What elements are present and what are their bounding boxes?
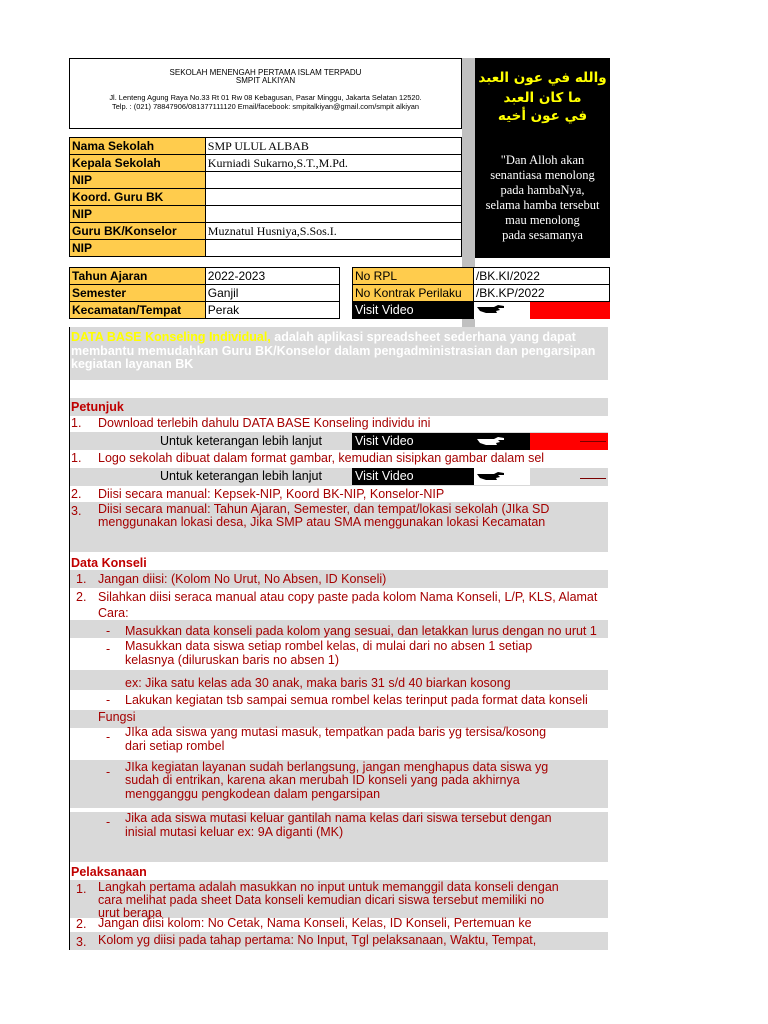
- field-value[interactable]: Ganjil: [205, 285, 339, 302]
- field-value[interactable]: Muznatul Husniya,S.Sos.I.: [205, 223, 461, 240]
- list-item: JIka kegiatan layanan sudah berlangsung, jangan menghapus data siswa yg: [125, 760, 549, 774]
- list-number: 2.: [76, 590, 87, 604]
- field-label: Kepala Sekolah: [70, 155, 206, 172]
- field-value[interactable]: [205, 189, 461, 206]
- table-row: [70, 189, 462, 206]
- list-item: Langkah pertama adalah masukkan no input untuk memanggil data konseli dengan: [98, 880, 559, 894]
- list-number: 1.: [71, 416, 82, 430]
- academic-info-table: [69, 267, 340, 319]
- letterhead-line1: SEKOLAH MENENGAH PERTAMA ISLAM TERPADU: [169, 68, 362, 77]
- field-value[interactable]: [205, 240, 461, 257]
- visit-video-button[interactable]: Visit Video: [352, 302, 474, 319]
- school-info-table: [69, 137, 462, 257]
- arabic-line2: ما كان العبد: [503, 90, 582, 106]
- quote-line: mau menolong: [505, 213, 580, 227]
- dash-bullet: -: [106, 765, 111, 779]
- list-item: Diisi secara manual: Kepsek-NIP, Koord BK-NIP, Konselor-NIP: [98, 487, 445, 501]
- field-value[interactable]: [205, 206, 461, 223]
- table-row: [70, 285, 340, 302]
- list-item-cont: cara melihat pada sheet Data konseli kemudian dicari siswa tersebut memiliki no: [98, 893, 545, 907]
- link-underline: [580, 478, 606, 479]
- quote-box: [475, 58, 610, 258]
- band: [69, 398, 608, 416]
- pointing-hand-icon: [474, 302, 530, 319]
- arabic-line1: والله في عون العبد: [478, 70, 607, 86]
- list-number: 3.: [76, 935, 87, 949]
- list-item-cont: urut berapa: [98, 906, 162, 920]
- field-value[interactable]: Perak: [205, 302, 339, 319]
- list-item-cont: dari setiap rombel: [125, 739, 225, 753]
- cara-label: Cara:: [98, 606, 129, 620]
- field-label: Nama Sekolah: [70, 138, 206, 155]
- dash-bullet: -: [106, 624, 111, 638]
- table-row: [70, 240, 462, 257]
- list-item: Jangan diisi: (Kolom No Urut, No Absen, ID Konseli): [98, 572, 387, 586]
- table-row: [353, 268, 610, 285]
- letterhead-line2: SMPIT ALKIYAN: [235, 76, 296, 85]
- spacer: [69, 380, 608, 398]
- list-item: Kolom yg diisi pada tahap pertama: No Input, Tgl pelaksanaan, Waktu, Tempat,: [98, 933, 537, 947]
- table-row: [70, 206, 462, 223]
- list-item: ex: Jika satu kelas ada 30 anak, maka baris 31 s/d 40 biarkan kosong: [125, 676, 511, 690]
- table-row: [70, 138, 462, 155]
- quote-line: selama hamba tersebut: [485, 198, 600, 212]
- fungsi-label: Fungsi: [98, 710, 136, 724]
- letterhead-address: Jl. Lenteng Agung Raya No.33 Rt 01 Rw 08 Kebagusan, Pasar Minggu, Jakarta Selatan 12520.: [109, 93, 422, 102]
- dash-bullet: -: [106, 815, 111, 829]
- field-value[interactable]: /BK.KP/2022: [473, 285, 609, 302]
- letterhead: [69, 58, 462, 129]
- letterhead-contact: Telp. : (021) 78847906/081377111120 Email/facebook: smpitalkiyan@gmail.com/smpit alkiyan: [112, 102, 419, 111]
- intro-text: adalah aplikasi spreadsheet sederhana yang dapat membantu memudahkan Guru BK/Konselor dalam pengadministrasian dan pengarsipan kegiatan layanan BK: [71, 330, 596, 371]
- field-label: Kecamatan/Tempat: [70, 302, 206, 319]
- field-label: NIP: [70, 172, 206, 189]
- quote-line: senantiasa menolong: [490, 168, 595, 182]
- intro-paragraph: [71, 331, 608, 372]
- visit-video-button[interactable]: Visit Video: [352, 468, 474, 485]
- band: [69, 862, 608, 880]
- list-number: 2.: [76, 917, 87, 931]
- link-underline: [580, 441, 606, 442]
- list-number: 2.: [71, 487, 82, 501]
- field-label: Koord. Guru BK: [70, 189, 206, 206]
- field-label: No Kontrak Perilaku: [353, 285, 474, 302]
- quote-line: pada sesamanya: [502, 228, 583, 242]
- list-item-cont: kelasnya (diluruskan baris no absen 1): [125, 653, 340, 667]
- visit-video-button[interactable]: Visit Video: [352, 433, 474, 450]
- field-value[interactable]: 2022-2023: [205, 268, 339, 285]
- section-title-pelaksanaan: Pelaksanaan: [71, 865, 147, 879]
- table-row: [70, 302, 340, 319]
- table-row: [70, 155, 462, 172]
- list-item: Lakukan kegiatan tsb sampai semua rombel kelas terinput pada format data konseli: [125, 693, 588, 707]
- quote-line: pada hambaNya,: [500, 183, 585, 197]
- dash-bullet: -: [106, 642, 111, 656]
- field-value[interactable]: Kurniadi Sukarno,S.T.,M.Pd.: [205, 155, 461, 172]
- arabic-line3: في عون أخيه: [497, 108, 588, 124]
- list-item: Download terlebih dahulu DATA BASE Konseling individu ini: [98, 416, 431, 430]
- list-item: JIka ada siswa yang mutasi masuk, tempatkan pada baris yg tersisa/kosong: [125, 725, 547, 739]
- field-label: NIP: [70, 206, 206, 223]
- field-value[interactable]: [205, 172, 461, 189]
- pointing-hand-icon: [474, 468, 530, 485]
- table-row: [353, 285, 610, 302]
- list-item: Logo sekolah dibuat dalam format gambar, kemudian sisipkan gambar dalam sel: [98, 451, 545, 465]
- list-number: 3.: [71, 504, 82, 518]
- table-row: [70, 172, 462, 189]
- pointing-hand-icon: [474, 433, 530, 450]
- list-item-cont: sudah di entrikan, karena akan merubah ID konseli yang pada akhirnya: [125, 773, 520, 787]
- more-info-label: Untuk keterangan lebih lanjut: [160, 434, 322, 448]
- list-item: Jangan diisi kolom: No Cetak, Nama Konseli, Kelas, ID Konseli, Pertemuan ke: [98, 916, 532, 930]
- list-number: 1.: [71, 451, 82, 465]
- field-label: NIP: [70, 240, 206, 257]
- list-item: Diisi secara manual: Tahun Ajaran, Semester, dan tempat/lokasi sekolah (JIka SD: [98, 502, 550, 516]
- field-value[interactable]: /BK.KI/2022: [473, 268, 609, 285]
- list-item-cont: mengganggu pengkodean dalam pengarsipan: [125, 787, 381, 801]
- list-item-cont: menggunakan lokasi desa, Jika SMP atau SMA menggunakan lokasi Kecamatan: [98, 515, 546, 529]
- video-link-bar[interactable]: [530, 302, 610, 319]
- list-item: Masukkan data konseli pada kolom yang sesuai, dan letakkan lurus dengan no urut 1: [125, 624, 597, 638]
- field-label: Tahun Ajaran: [70, 268, 206, 285]
- dash-bullet: -: [106, 693, 111, 707]
- dash-bullet: -: [106, 730, 111, 744]
- field-label: Guru BK/Konselor: [70, 223, 206, 240]
- more-info-label: Untuk keterangan lebih lanjut: [160, 469, 322, 483]
- list-item: Masukkan data siswa setiap rombel kelas, di mulai dari no absen 1 setiap: [125, 639, 533, 653]
- list-item: Jika ada siswa mutasi keluar gantilah nama kelas dari siswa tersebut dengan: [125, 811, 552, 825]
- table-row: [70, 268, 340, 285]
- intro-highlight: DATA BASE Konseling Individual,: [71, 330, 271, 344]
- field-label: No RPL: [353, 268, 474, 285]
- section-title-data-konseli: Data Konseli: [71, 556, 147, 570]
- rpl-info-table: [352, 267, 610, 302]
- list-number: 1.: [76, 882, 87, 896]
- left-border: [69, 327, 70, 950]
- table-row: [70, 223, 462, 240]
- field-value[interactable]: SMP ULUL ALBAB: [205, 138, 461, 155]
- section-title-petunjuk: Petunjuk: [71, 400, 124, 414]
- band: [69, 552, 608, 570]
- field-label: Semester: [70, 285, 206, 302]
- list-item: Silahkan diisi seraca manual atau copy paste pada kolom Nama Konseli, L/P, KLS, Alamat: [98, 590, 598, 604]
- list-number: 1.: [76, 572, 87, 586]
- list-item-cont: inisial mutasi keluar ex: 9A diganti (MK): [125, 825, 344, 839]
- quote-line: "Dan Alloh akan: [500, 153, 585, 167]
